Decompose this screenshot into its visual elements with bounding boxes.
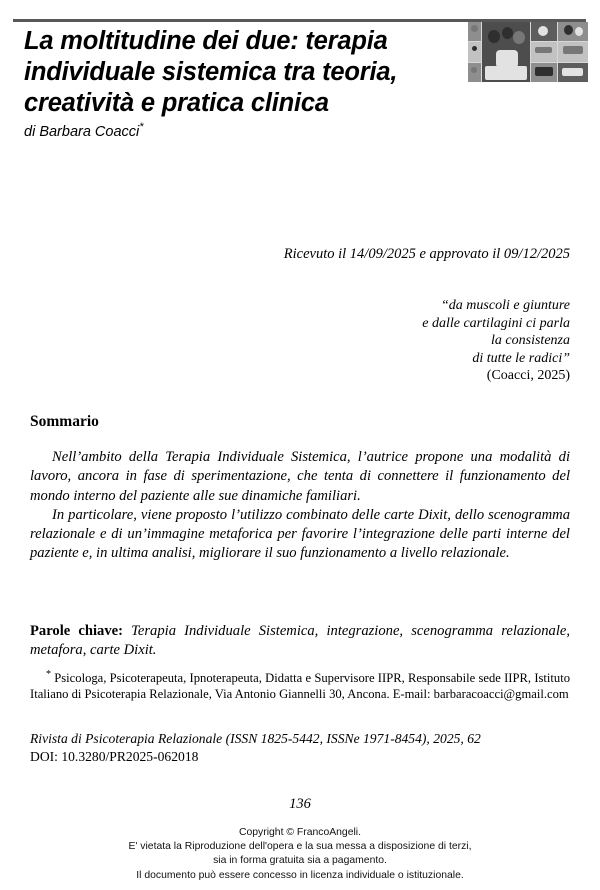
copyright-footer (0, 826, 600, 883)
footnote-marker: * (46, 668, 51, 680)
copyright-line: sia in forma gratuita sia a pagamento. (213, 855, 387, 867)
header-photo-collage (468, 22, 588, 82)
keywords-label: Parole chiave: (30, 623, 123, 639)
journal-title-line: Rivista di Psicoterapia Relazionale (ISSN 1825-5442, ISSNe 1971-8454), 2025, 62 (30, 731, 481, 746)
epigraph-attribution: (Coacci, 2025) (486, 368, 570, 383)
collage-tile (558, 22, 588, 41)
epigraph-line: “da muscoli e giunture (441, 298, 570, 313)
collage-column-main (482, 22, 530, 82)
collage-tile-main (482, 22, 530, 82)
author-name: di Barbara Coacci (24, 124, 140, 140)
epigraph-line: e dalle cartilagini ci parla (422, 315, 570, 331)
title-line-2: individuale sistemica tra teoria, (24, 58, 398, 86)
epigraph-line: la consistenza (491, 333, 570, 348)
keywords-line (30, 622, 570, 661)
page-title (24, 26, 479, 119)
keywords-value: Terapia Individuale Sistemica, integrazione, scenogramma relazionale, metafora, carte Dixit. (30, 623, 571, 659)
collage-column-mid (531, 22, 557, 82)
collage-tile (531, 63, 557, 82)
abstract-heading: Sommario (30, 413, 99, 430)
collage-tile (531, 22, 557, 41)
abstract-paragraph: Nell’ambito della Terapia Individuale Sistemica, l’autrice propone una modalità di lavoro, ancora in fase di sperimentazione, che tenta di connettere il funzionamento del mondo interno del paziente alle sue dinamiche familiari. (30, 449, 570, 504)
abstract-paragraph: In particolare, viene proposto l’utilizzo combinato delle carte Dixit, dello scenogramma relazionale e di un’immagine metaforica per favorire l’integrazione delle parti interne del paziente e, in ultima analisi, migliorare il suo funzionamento a livello relazionale. (30, 506, 570, 562)
title-line-3: creatività e pratica clinica (24, 89, 329, 117)
collage-tile (531, 42, 557, 61)
journal-reference (30, 730, 570, 765)
journal-doi-line: DOI: 10.3280/PR2025-062018 (30, 748, 199, 764)
author-footnote-marker: * (139, 121, 144, 134)
author-byline (24, 123, 479, 142)
copyright-line: E' vietata la Riproduzione dell'opera e la sua messa a disposizione di terzi, (128, 841, 472, 853)
received-approved-line: Ricevuto il 14/09/2025 e approvato il 09/12/2025 (283, 246, 570, 262)
title-line-1: La moltitudine dei due: terapia (24, 27, 388, 55)
epigraph-block (200, 297, 570, 385)
collage-tile (558, 63, 588, 82)
collage-tile (558, 42, 588, 61)
copyright-line: Il documento può essere concesso in licenza individuale o istituzionale. (136, 869, 464, 881)
collage-column-right (558, 22, 588, 82)
title-block (24, 26, 479, 142)
footnote-text: Psicologa, Psicoterapeuta, Ipnoterapeuta, Didatta e Supervisore IIPR, Responsabile sede IIPR, Istituto Italiano di Psicoterapia Relazionale, Via Antonio Giannelli 30, Ancona. E-mail: barbaracoacci@gmail.com (30, 671, 570, 702)
author-footnote (30, 670, 570, 702)
page-number: 136 (289, 796, 311, 812)
copyright-line: Copyright © FrancoAngeli. (238, 827, 361, 838)
epigraph-line: di tutte le radici” (472, 350, 570, 366)
abstract-body (30, 448, 570, 564)
